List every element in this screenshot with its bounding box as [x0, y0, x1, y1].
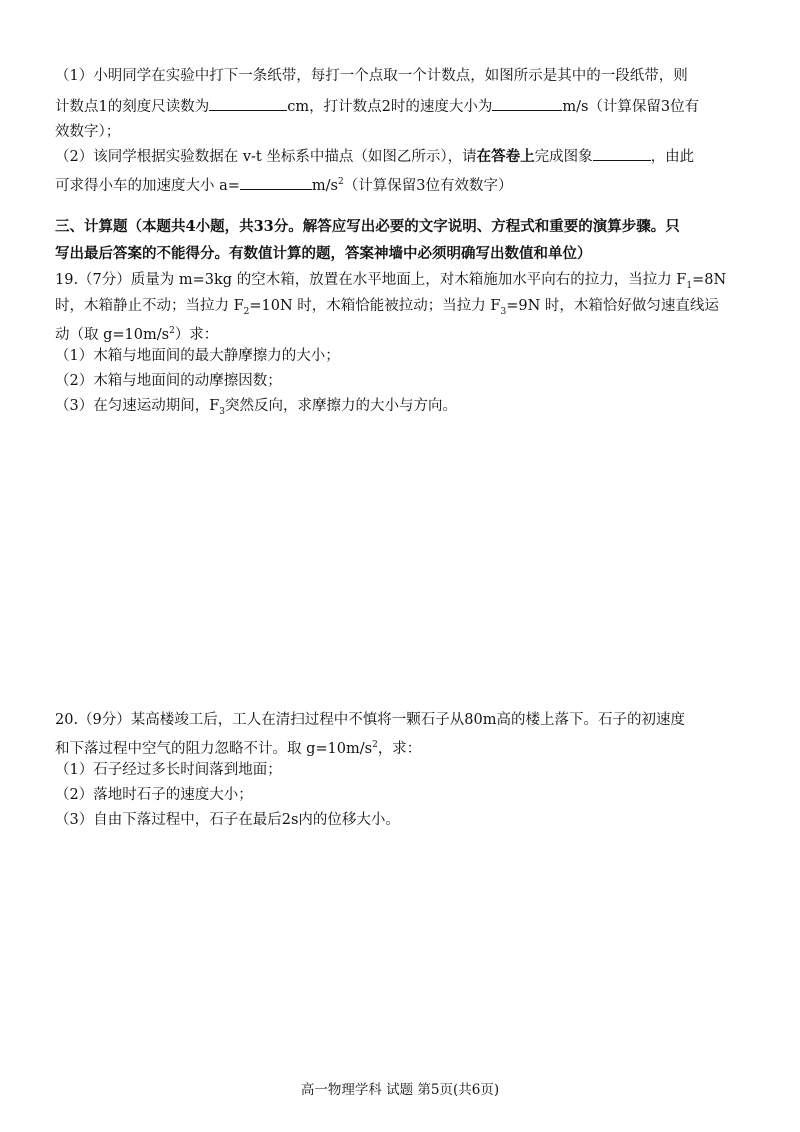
q19-line-2	[55, 296, 750, 322]
subscript: 1	[686, 280, 693, 291]
q19-subquestion: 突然反向，求摩擦力的大小与方向。	[225, 398, 458, 414]
answer-blank-velocity[interactable]	[492, 95, 562, 111]
q19-subquestion: （2）木箱与地面间的动摩擦因数；	[55, 373, 282, 389]
q18-line-5	[55, 172, 750, 196]
q18-line-3	[55, 122, 750, 142]
q20-part-2	[55, 785, 750, 805]
q18-line-4	[55, 145, 750, 167]
q19-text: =10N 时，木箱恰能被拉动；当拉力 F	[249, 298, 501, 314]
q18-text: m/s	[311, 177, 338, 194]
q19-subquestion: （1）木箱与地面间的最大静摩擦力的大小；	[55, 348, 340, 364]
subscript: 2	[243, 306, 250, 317]
q20-line-2	[55, 735, 750, 759]
page-footer: 高一物理学科 试题 第5页(共6页)	[300, 1082, 500, 1098]
answer-blank-acceleration[interactable]	[240, 174, 312, 190]
q19-subquestion: （3）在匀速运动期间，F	[55, 398, 220, 414]
answer-blank-graph[interactable]	[593, 145, 651, 161]
superscript: 2	[372, 740, 378, 750]
q19-part-3	[55, 396, 750, 422]
q19-part-1	[55, 346, 750, 366]
q18-text: cm，打计数点2时的速度大小为	[287, 99, 493, 115]
q20-subquestion: （3）自由下落过程中，石子在最后2s内的位移大小。	[55, 812, 400, 828]
q20-subquestion: （2）落地时石子的速度大小；	[55, 787, 253, 803]
q18-line-1	[55, 66, 750, 86]
answer-blank-reading[interactable]	[209, 95, 287, 111]
q18-emphasis: 在答卷上	[476, 148, 535, 165]
q19-text: 动（取 g=10m/s	[55, 326, 170, 343]
q19-line-1	[55, 270, 750, 296]
superscript: 2	[337, 177, 344, 187]
subscript: 3	[219, 406, 226, 417]
q19-text: 时，木箱静止不动；当拉力 F	[55, 298, 244, 314]
q18-text: （1）小明同学在实验中打下一条纸带，每打一个点取一个计数点，如图所示是其中的一段纸带，则	[55, 68, 688, 84]
q20-text: 20.（9分）某高楼竣工后，工人在清扫过程中不慎将一颗石子从80m高的楼上落下。石子的初速度	[55, 712, 685, 728]
q19-text: =9N 时，木箱恰好做匀速直线运	[506, 298, 719, 314]
q20-line-1	[55, 710, 750, 730]
q18-text: 完成图象	[534, 149, 593, 165]
q20-text: 和下落过程中空气的阻力忽略不计。取 g=10m/s	[55, 740, 373, 757]
section3-header-line-2	[55, 244, 750, 264]
section3-header-line-1	[55, 217, 750, 237]
q18-text: 计数点1的刻度尺读数为	[55, 99, 210, 115]
q20-part-1	[55, 760, 750, 780]
q18-line-2	[55, 95, 750, 117]
q20-text: ，求：	[377, 740, 422, 757]
subscript: 3	[500, 306, 507, 317]
section-header-text: 三、计算题（本题共4小题，共33分。解答应写出必要的文字说明、方程式和重要的演算步骤。只	[55, 218, 680, 235]
q19-line-3	[55, 321, 750, 345]
q20-part-3	[55, 810, 750, 830]
q18-text: 可求得小车的加速度大小 a=	[55, 177, 240, 194]
q18-text: （计算保留3位有效数字）	[343, 177, 513, 194]
q19-text: ）求：	[174, 326, 219, 343]
superscript: 2	[169, 326, 175, 336]
q20-subquestion: （1）石子经过多长时间落到地面；	[55, 762, 282, 778]
q18-text: （2）该同学根据实验数据在 v-t 坐标系中描点（如图乙所示），请	[55, 149, 477, 165]
q19-part-2	[55, 371, 750, 391]
q18-text: ，由此	[650, 149, 695, 165]
q19-text: 19.（7分）质量为 m=3kg 的空木箱，放置在水平地面上，对木箱施加水平向右的拉力，当拉力 F	[55, 272, 687, 288]
q18-text: 效数字）；	[55, 124, 121, 140]
section-header-text: 写出最后答案的不能得分。有数值计算的题，答案神墙中必须明确写出数值和单位）	[55, 245, 592, 262]
q19-text: =8N	[692, 272, 727, 288]
q18-text: m/s（计算保留3位有	[562, 99, 700, 115]
